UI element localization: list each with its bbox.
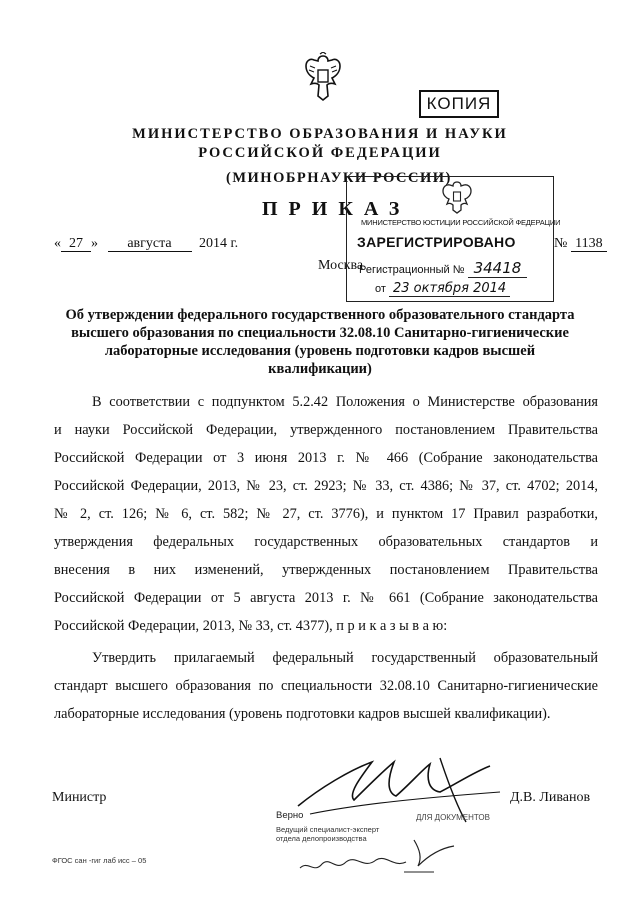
paragraph-2-line: лабораторные исследования (уровень подготовки кадров высшей квалификации).: [54, 706, 551, 722]
paragraph-1-line: № 2, ст. 126; № 6, ст. 582; № 27, ст. 3776), и пунктом 17 Правил разработки,: [54, 506, 598, 522]
for-documents-stamp: ДЛЯ ДОКУМЕНТОВ: [415, 813, 490, 822]
paragraph-1-line: утверждения федеральных государственных образовательных стандартов и: [54, 534, 598, 550]
certification-label: Верно: [276, 810, 304, 821]
paragraph-1-line: Российской Федерации, 2013, № 23, ст. 2923; № 33, ст. 4386; № 37, ст. 4702; 2014,: [54, 478, 598, 494]
order-year: 2014 г.: [199, 236, 239, 251]
ministry-short-name: (МИНОБРНАУКИ РОССИИ): [226, 170, 452, 186]
document-type: ПРИКАЗ: [262, 198, 411, 220]
signatory-position: Министр: [52, 790, 107, 805]
ministry-name-line1: МИНИСТЕРСТВО ОБРАЗОВАНИЯ И НАУКИ: [132, 126, 508, 142]
order-number-value: 1138: [571, 236, 607, 252]
stamp-authority: МИНИСТЕРСТВО ЮСТИЦИИ РОССИЙСКОЙ ФЕДЕРАЦИИ: [361, 218, 561, 227]
order-title: Об утверждении федерального государственного образовательного стандарта высшего образования по специальности 32.08.10 Санитарно-гигиенические лабораторные исследования (уровень подготовки кадров высшей квалификации): [65, 307, 575, 377]
paragraph-1-line: Российской Федерации, 2013, № 33, ст. 4377), п р и к а з ы в а ю:: [54, 618, 448, 634]
order-month: августа: [108, 236, 192, 252]
order-city: Москва: [318, 258, 364, 273]
signatory-name: Д.В. Ливанов: [510, 790, 591, 805]
paragraph-2-line: Утвердить прилагаемый федеральный государственный образовательный: [92, 650, 598, 666]
paragraph-1-line: и науки Российской Федерации, утвержденного постановлением Правительства: [54, 422, 598, 438]
stamp-status: ЗАРЕГИСТРИРОВАНО: [357, 234, 516, 250]
paragraph-1-line: В соответствии с подпунктом 5.2.42 Положения о Министерстве образования: [92, 394, 598, 410]
stamp-date-value: 23 октября 2014: [389, 281, 510, 297]
paragraph-1-line: Российской Федерации от 5 августа 2013 г. № 661 (Собрание законодательства: [54, 590, 598, 606]
stamp-reg-number: 34418: [468, 259, 528, 278]
stamp-date-line: [375, 281, 510, 296]
footer-code: ФГОС сан -гиг лаб исс – 05: [52, 856, 147, 865]
order-number: [554, 236, 607, 252]
paragraph-2-line: стандарт высшего образования по специальности 32.08.10 Санитарно-гигиенические: [54, 678, 598, 694]
certification-role-1: Ведущий специалист-эксперт: [276, 825, 380, 834]
paragraph-1-line: внесения в них изменений, утвержденных постановлением Правительства: [54, 562, 598, 578]
stamp-reg-line: [359, 259, 527, 277]
stamp-date-label: от: [375, 283, 386, 295]
paragraph-1-line: Российской Федерации от 3 июня 2013 г. № 466 (Собрание законодательства: [54, 450, 598, 466]
certification-role-2: отдела делопроизводства: [276, 834, 367, 843]
copy-stamp: КОПИЯ: [419, 90, 499, 118]
order-date: « 27 » августа 2014 г.: [54, 236, 239, 251]
eagle-emblem-icon: [441, 179, 473, 215]
ministry-name-line2: РОССИЙСКОЙ ФЕДЕРАЦИИ: [198, 145, 442, 161]
number-sign: №: [554, 236, 568, 251]
certification-handwriting: [284, 834, 464, 884]
order-day: 27: [61, 236, 91, 252]
coat-of-arms-icon: [302, 52, 344, 104]
registration-stamp: [346, 176, 561, 302]
stamp-reg-label: Регистрационный №: [359, 264, 465, 276]
